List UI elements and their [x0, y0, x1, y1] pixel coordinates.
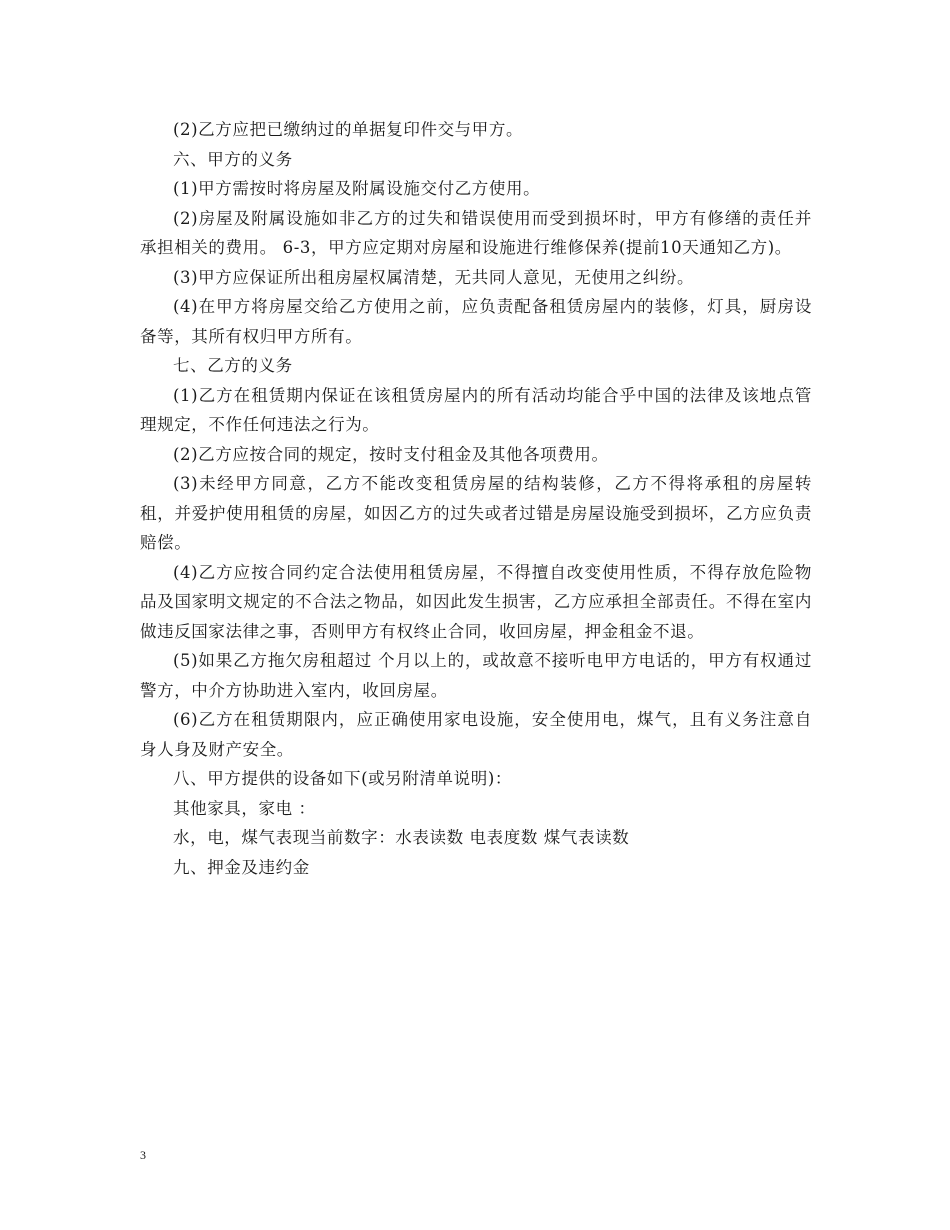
- paragraph: (1)乙方在租赁期内保证在该租赁房屋内的所有活动均能合乎中国的法律及该地点管理规定，不作任何违法之行为。: [140, 385, 812, 434]
- document-body: [140, 115, 812, 882]
- paragraph: (4)在甲方将房屋交给乙方使用之前，应负责配备租赁房屋内的装修，灯具，厨房设备等，其所有权归甲方所有。: [140, 297, 812, 346]
- page-number: 3: [140, 1148, 146, 1162]
- section-heading: 九、押金及违约金: [173, 857, 310, 877]
- paragraph: 其他家具，家电 ：: [173, 798, 316, 818]
- paragraph: 水，电，煤气表现当前数字：水表读数 电表度数 煤气表读数: [173, 828, 630, 847]
- paragraph: (5)如果乙方拖欠房租超过 个月以上的，或故意不接听电甲方电话的，甲方有权通过警方，中介方协助进入室内，收回房屋。: [140, 651, 812, 700]
- section-heading: 六、甲方的义务: [173, 149, 293, 169]
- paragraph: (2)房屋及附属设施如非乙方的过失和错误使用而受到损坏时，甲方有修缮的责任并承担相关的费用。 6-3，甲方应定期对房屋和设施进行维修保养(提前10天通知乙方)。: [140, 208, 812, 257]
- paragraph: (4)乙方应按合同约定合法使用租赁房屋，不得擅自改变使用性质，不得存放危险物品及国家明文规定的不合法之物品，如因此发生损害，乙方应承担全部责任。不得在室内做违反国家法律之事，否则甲方有权终止合同，收回房屋，押金租金不退。: [140, 562, 812, 641]
- paragraph: (2)乙方应把已缴纳过的单据复印件交与甲方。: [173, 120, 524, 139]
- section-heading: 八、甲方提供的设备如下(或另附清单说明)：: [173, 769, 512, 788]
- paragraph: (6)乙方在租赁期限内，应正确使用家电设施，安全使用电，煤气，且有义务注意自身人身及财产安全。: [140, 710, 812, 759]
- paragraph: (3)甲方应保证所出租房屋权属清楚，无共同人意见，无使用之纠纷。: [173, 267, 695, 287]
- paragraph: (2)乙方应按合同的规定，按时支付租金及其他各项费用。: [173, 444, 609, 464]
- paragraph: (1)甲方需按时将房屋及附属设施交付乙方使用。: [173, 179, 541, 198]
- paragraph: (3)未经甲方同意，乙方不能改变租赁房屋的结构装修，乙方不得将承租的房屋转租，并爱护使用租赁的房屋，如因乙方的过失或者过错是房屋设施受到损坏，乙方应负责赔偿。: [140, 474, 812, 552]
- section-heading: 七、乙方的义务: [173, 356, 293, 375]
